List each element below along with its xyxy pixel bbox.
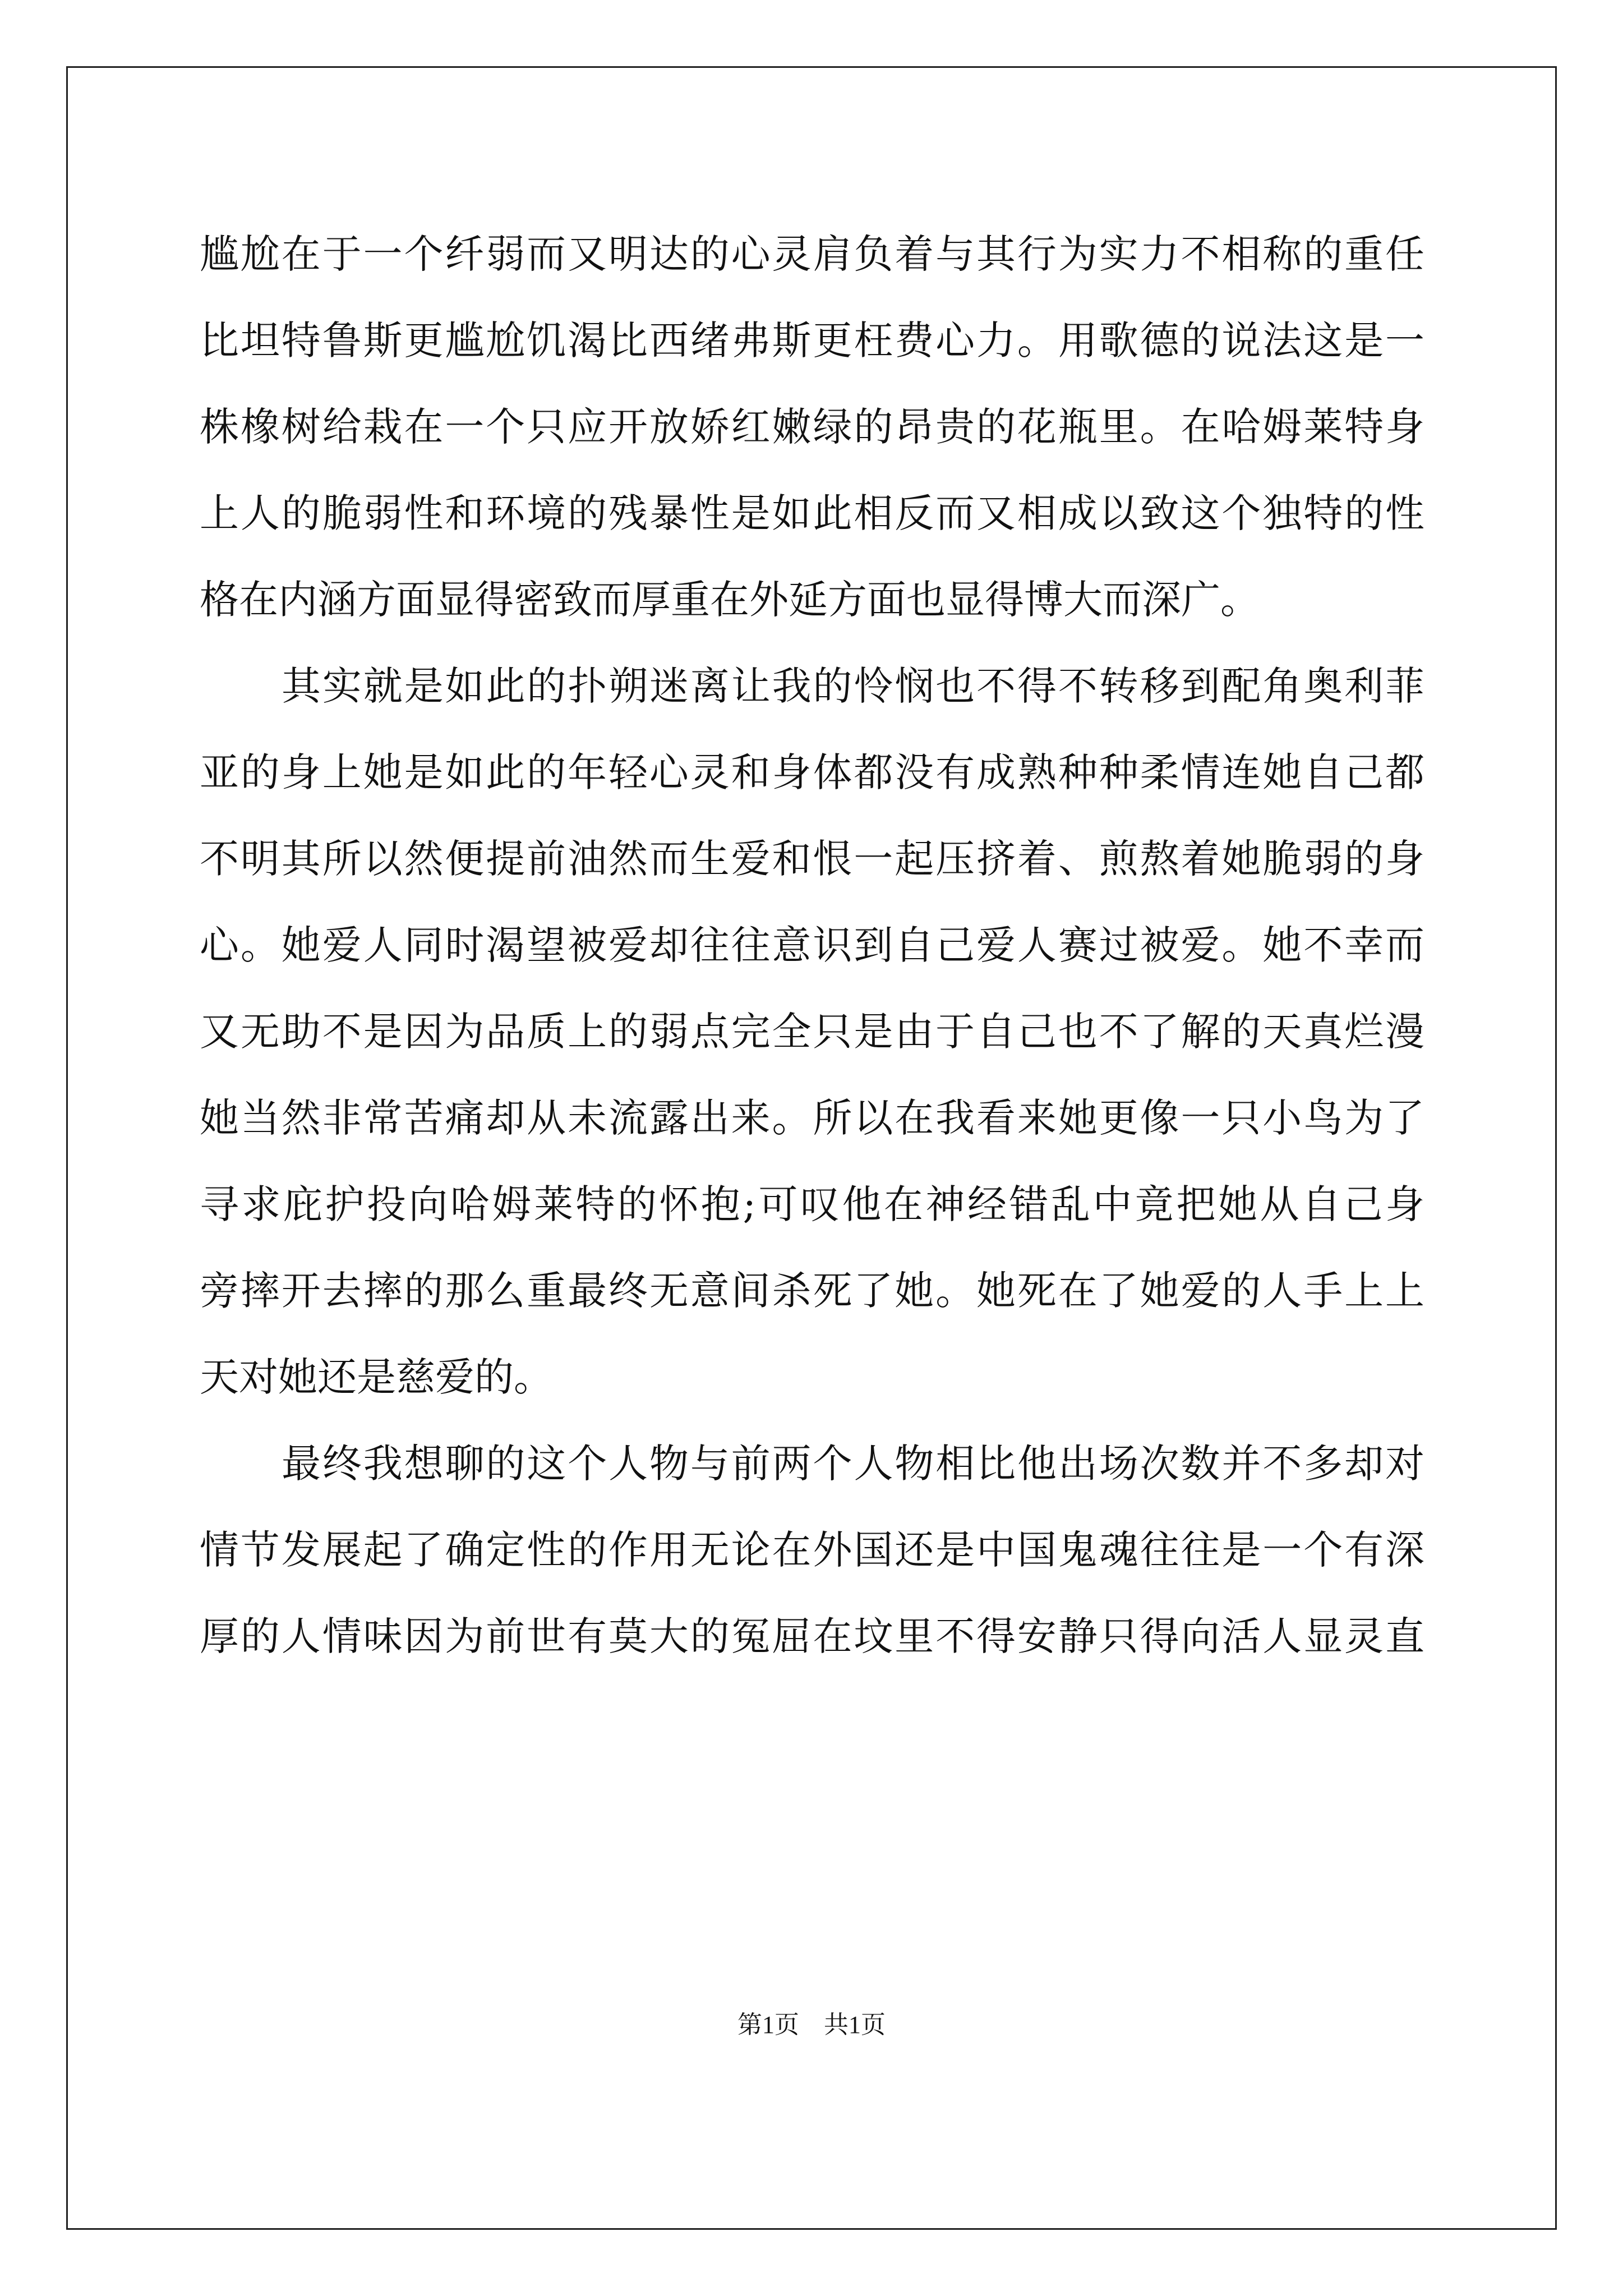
paragraph-3-line-1: 最终我想聊的这个人物与前两个人物相比他出场次数并不多却对 (282, 1441, 1424, 1487)
paragraph-1-line-5: 格在内涵方面显得密致而厚重在外延方面也显得博大而深广。 (200, 577, 1260, 623)
paragraph-2-line-9: 天对她还是慈爱的。 (200, 1354, 553, 1400)
paragraph-1-line-2: 比坦特鲁斯更尴尬饥渴比西绪弗斯更枉费心力。用歌德的说法这是一 (200, 318, 1424, 364)
paragraph-2-line-7: 寻求庇护投向哈姆莱特的怀抱;可叹他在神经错乱中竟把她从自己身 (200, 1181, 1424, 1227)
paragraph-2-line-8: 旁摔开去摔的那么重最终无意间杀死了她。她死在了她爱的人手上上 (200, 1268, 1424, 1314)
paragraph-1-line-1: 尴尬在于一个纤弱而又明达的心灵肩负着与其行为实力不相称的重任 (200, 231, 1424, 277)
paragraph-1-line-4: 上人的脆弱性和环境的残暴性是如此相反而又相成以致这个独特的性 (200, 490, 1424, 536)
paragraph-2-line-3: 不明其所以然便提前油然而生爱和恨一起压挤着、煎熬着她脆弱的身 (200, 836, 1424, 882)
paragraph-1-line-3: 株橡树给栽在一个只应开放娇红嫩绿的昂贵的花瓶里。在哈姆莱特身 (200, 404, 1424, 450)
paragraph-2-line-2: 亚的身上她是如此的年轻心灵和身体都没有成熟种种柔情连她自己都 (200, 749, 1424, 795)
paragraph-2-line-1: 其实就是如此的扑朔迷离让我的怜悯也不得不转移到配角奥利菲 (282, 663, 1424, 709)
page-footer: 第1页 共1页 (737, 2011, 886, 2039)
paragraph-2-line-4: 心。她爱人同时渴望被爱却往往意识到自己爱人赛过被爱。她不幸而 (200, 922, 1424, 968)
paragraph-3-line-3: 厚的人情味因为前世有莫大的冤屈在坟里不得安静只得向活人显灵直 (200, 1613, 1424, 1659)
paragraph-2-line-5: 又无助不是因为品质上的弱点完全只是由于自己也不了解的天真烂漫 (200, 1009, 1424, 1055)
paragraph-3-line-2: 情节发展起了确定性的作用无论在外国还是中国鬼魂往往是一个有深 (200, 1527, 1424, 1573)
paragraph-2-line-6: 她当然非常苦痛却从未流露出来。所以在我看来她更像一只小鸟为了 (200, 1095, 1424, 1141)
